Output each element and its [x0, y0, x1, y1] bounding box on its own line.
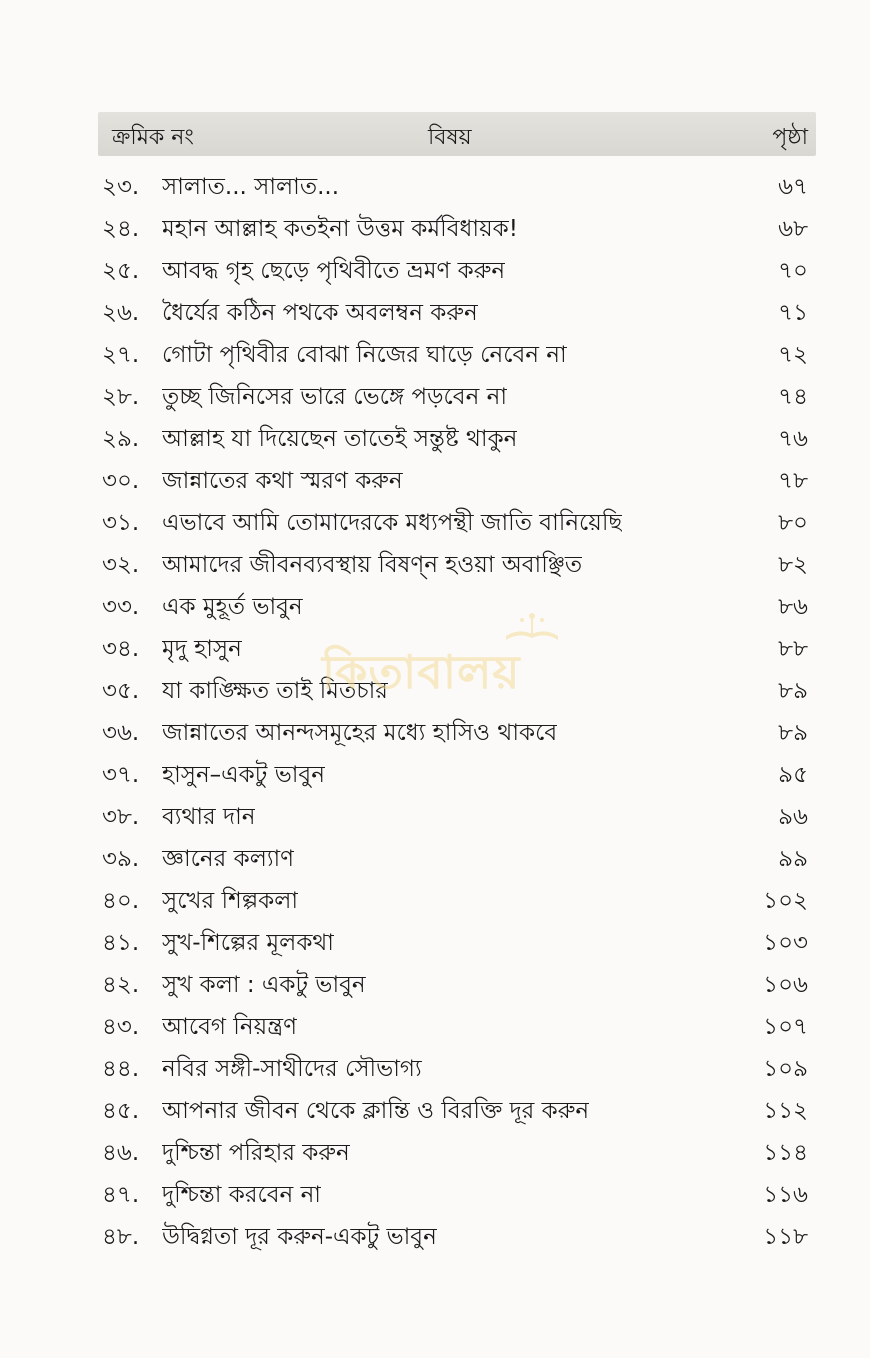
toc-entry-number: ৩৬.: [102, 720, 140, 746]
toc-entry-number: ৩৫.: [102, 678, 140, 704]
toc-entry-page: ৭৮: [778, 468, 808, 494]
toc-entry-page: ১০৩: [763, 930, 808, 956]
toc-row: [0, 1044, 870, 1086]
toc-entry-title: মৃদু হাসুন: [162, 636, 242, 662]
toc-header: [98, 112, 816, 156]
toc-entry-number: ৩৪.: [102, 636, 140, 662]
toc-entry-title: তুচ্ছ জিনিসের ভারে ভেঙ্গে পড়বেন না: [162, 384, 508, 410]
toc-entry-number: ৪৭.: [102, 1182, 140, 1208]
toc-entry-page: ১০৭: [763, 1014, 808, 1040]
toc-entry-page: ৭২: [778, 342, 808, 368]
toc-entry-title: এক মুহূর্ত ভাবুন: [162, 594, 303, 620]
toc-row: [0, 918, 870, 960]
toc-entry-number: ৩৯.: [102, 846, 140, 872]
toc-entry-number: ২৬.: [102, 300, 140, 326]
toc-row: [0, 330, 870, 372]
toc-row: [0, 372, 870, 414]
toc-row: [0, 1170, 870, 1212]
toc-row: [0, 750, 870, 792]
toc-entry-number: ২৩.: [102, 174, 140, 200]
toc-entry-page: ৬৮: [778, 216, 808, 242]
toc-entry-number: ৩৭.: [102, 762, 140, 788]
toc-entry-number: ৪২.: [102, 972, 140, 998]
toc-entry-title: যা কাঙ্ক্ষিত তাই মিতচার: [162, 678, 388, 704]
toc-row: [0, 498, 870, 540]
toc-entry-page: ৮৯: [778, 720, 808, 746]
toc-entry-number: ৪৬.: [102, 1140, 140, 1166]
toc-entry-page: ৯৬: [778, 804, 808, 830]
toc-entry-number: ২৮.: [102, 384, 140, 410]
toc-entry-page: ১১৮: [763, 1224, 808, 1250]
toc-row: [0, 708, 870, 750]
toc-entry-title: জান্নাতের আনন্দসমূহের মধ্যে হাসিও থাকবে: [162, 720, 558, 746]
toc-entry-page: ১১৬: [763, 1182, 808, 1208]
toc-entry-title: আল্লাহ যা দিয়েছেন তাতেই সন্তুষ্ট থাকুন: [162, 426, 518, 452]
toc-entry-page: ৬৭: [778, 174, 808, 200]
toc-entry-title: সুখের শিল্পকলা: [162, 888, 299, 914]
toc-entry-title: আমাদের জীবনব্যবস্থায় বিষণ্ন হওয়া অবাঞ্ছিত: [162, 552, 583, 578]
toc-row: [0, 1212, 870, 1254]
toc-entry-title: আপনার জীবন থেকে ক্লান্তি ও বিরক্তি দূর করুন: [162, 1098, 590, 1124]
toc-entry-number: ৪১.: [102, 930, 140, 956]
toc-entry-title: নবির সঙ্গী-সাথীদের সৌভাগ্য: [162, 1056, 422, 1082]
toc-entry-title: হাসুন–একটু ভাবুন: [162, 762, 325, 788]
toc-entry-page: ১১৪: [763, 1140, 808, 1166]
toc-entry-title: সুখ-শিল্পের মূলকথা: [162, 930, 334, 956]
toc-row: [0, 204, 870, 246]
toc-row: [0, 540, 870, 582]
toc-entry-number: ৪৮.: [102, 1224, 140, 1250]
watermark-logo: [322, 618, 572, 698]
toc-entry-title: গোটা পৃথিবীর বোঝা নিজের ঘাড়ে নেবেন না: [162, 342, 567, 368]
toc-entry-title: সালাত... সালাত...: [162, 174, 340, 200]
toc-entry-title: মহান আল্লাহ কতইনা উত্তম কর্মবিধায়ক!: [162, 216, 518, 242]
toc-entry-title: ব্যথার দান: [162, 804, 256, 830]
toc-entry-title: আবদ্ধ গৃহ ছেড়ে পৃথিবীতে ভ্রমণ করুন: [162, 258, 506, 284]
toc-row: [0, 834, 870, 876]
toc-entry-number: ২৪.: [102, 216, 140, 242]
toc-entry-page: ৯৯: [778, 846, 808, 872]
toc-entry-page: ১১২: [763, 1098, 808, 1124]
toc-row: [0, 1086, 870, 1128]
toc-row: [0, 792, 870, 834]
toc-entry-number: ৩৮.: [102, 804, 140, 830]
serial-column-header: ক্রমিক নং: [112, 125, 194, 150]
toc-row: [0, 414, 870, 456]
watermark-text: কিতাবালয়: [322, 645, 521, 699]
toc-entry-title: এভাবে আমি তোমাদেরকে মধ্যপন্থী জাতি বানিয়েছি: [162, 510, 623, 536]
toc-entry-number: ৪৩.: [102, 1014, 140, 1040]
toc-entry-title: উদ্বিগ্নতা দূর করুন-একটু ভাবুন: [162, 1224, 437, 1250]
toc-row: [0, 1128, 870, 1170]
toc-entry-number: ৩২.: [102, 552, 140, 578]
toc-entry-page: ৯৫: [778, 762, 808, 788]
toc-row: [0, 162, 870, 204]
toc-entry-number: ৪০.: [102, 888, 140, 914]
toc-entry-number: ২৭.: [102, 342, 140, 368]
toc-entry-title: সুখ কলা : একটু ভাবুন: [162, 972, 366, 998]
toc-entry-page: ১০৬: [763, 972, 808, 998]
toc-entry-title: জান্নাতের কথা স্মরণ করুন: [162, 468, 403, 494]
toc-entry-page: ৭৬: [778, 426, 808, 452]
toc-entry-page: ৮৯: [778, 678, 808, 704]
toc-entry-page: ৮২: [778, 552, 808, 578]
toc-entry-number: ৩১.: [102, 510, 140, 536]
toc-entry-title: ধৈর্যের কঠিন পথকে অবলম্বন করুন: [162, 300, 478, 326]
toc-entry-page: ৭০: [778, 258, 808, 284]
toc-entry-page: ৮৬: [778, 594, 808, 620]
subject-column-header: বিষয়: [428, 125, 472, 150]
toc-row: [0, 456, 870, 498]
toc-entry-page: ১০২: [763, 888, 808, 914]
toc-row: [0, 1002, 870, 1044]
toc-row: [0, 876, 870, 918]
toc-entry-page: ৮০: [778, 510, 808, 536]
toc-entry-title: দুশ্চিন্তা পরিহার করুন: [162, 1140, 350, 1166]
toc-entry-number: ৪৪.: [102, 1056, 140, 1082]
toc-entry-number: ২৯.: [102, 426, 140, 452]
toc-entry-number: ৩৩.: [102, 594, 140, 620]
toc-entry-number: ৩০.: [102, 468, 140, 494]
toc-entry-number: ৪৫.: [102, 1098, 140, 1124]
toc-entry-title: জ্ঞানের কল্যাণ: [162, 846, 295, 872]
toc-entry-page: ৮৮: [778, 636, 808, 662]
toc-entry-title: দুশ্চিন্তা করবেন না: [162, 1182, 321, 1208]
toc-row: [0, 960, 870, 1002]
toc-row: [0, 246, 870, 288]
page-column-header: পৃষ্ঠা: [772, 125, 808, 150]
toc-entry-number: ২৫.: [102, 258, 140, 284]
toc-entry-page: ৭১: [778, 300, 808, 326]
toc-entry-page: ৭৪: [778, 384, 808, 410]
toc-entry-page: ১০৯: [763, 1056, 808, 1082]
toc-entry-title: আবেগ নিয়ন্ত্রণ: [162, 1014, 297, 1040]
toc-row: [0, 288, 870, 330]
